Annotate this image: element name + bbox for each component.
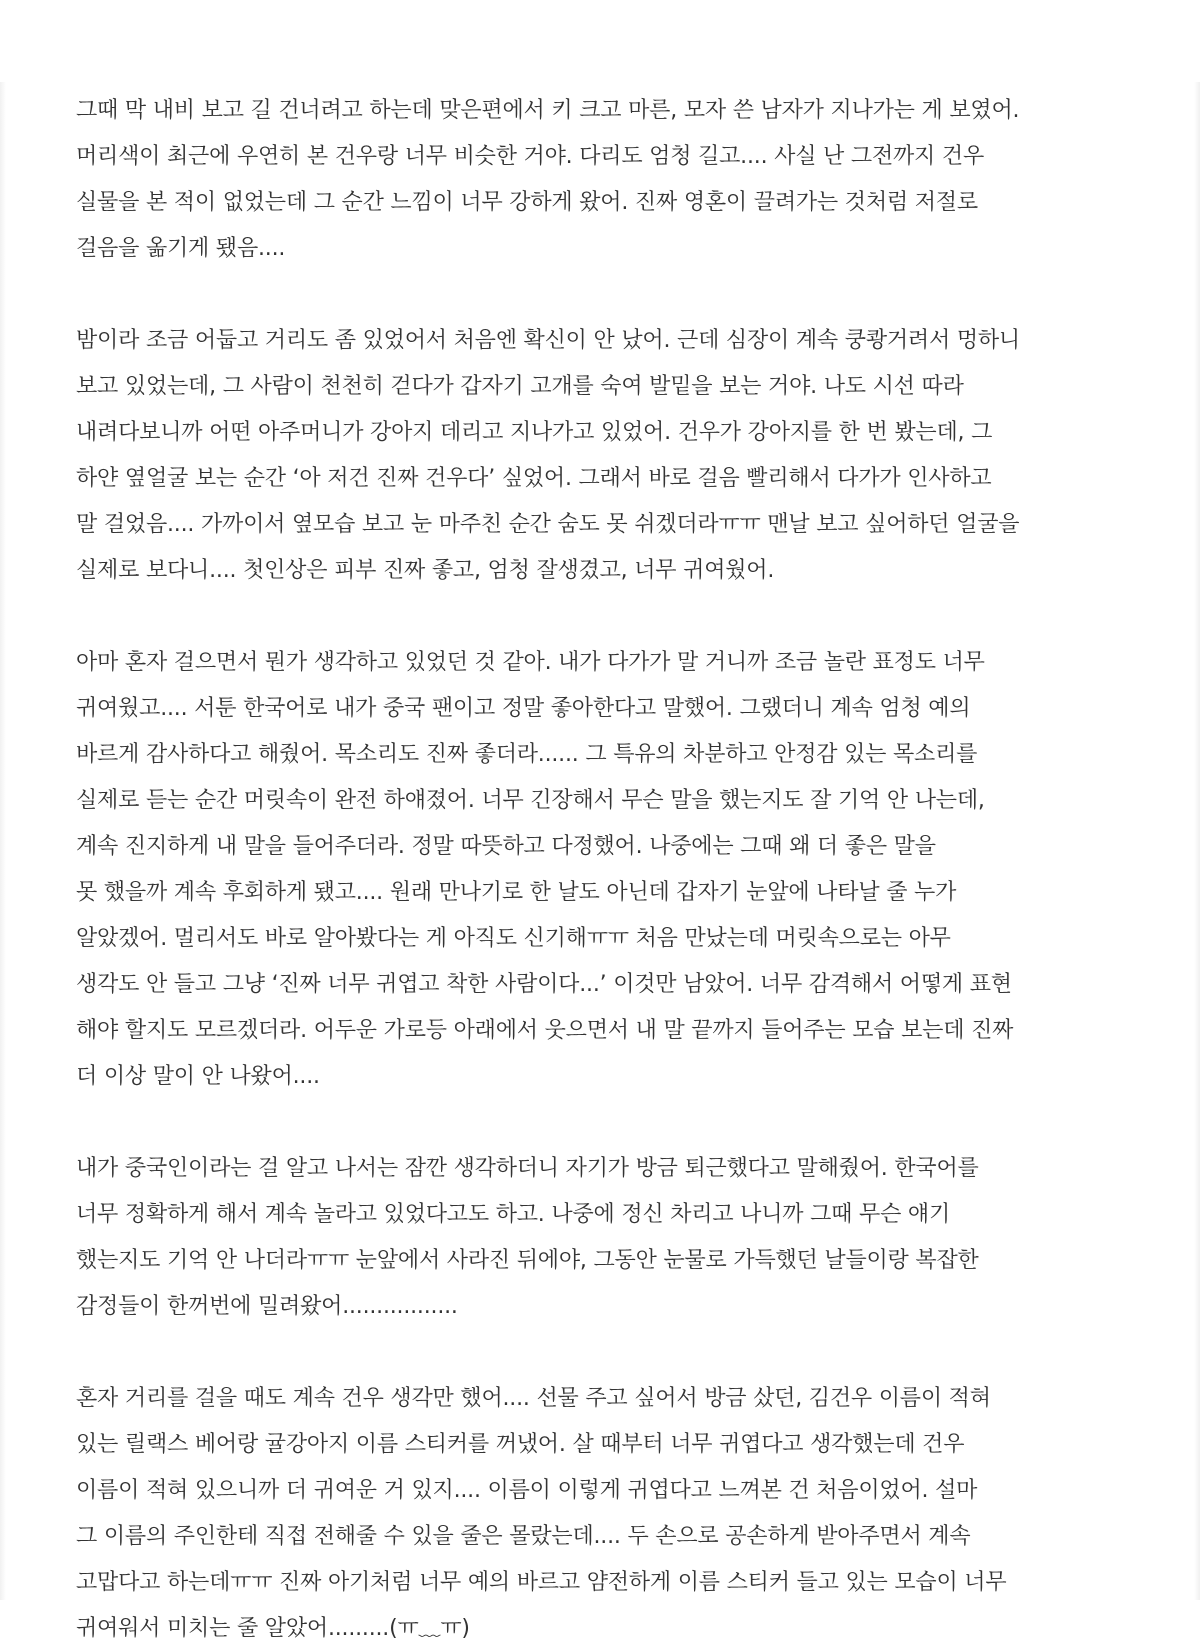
- text-line: 바르게 감사하다고 해줬어. 목소리도 진짜 좋더라...... 그 특유의 차분하고 안정감 있는 목소리를: [76, 742, 978, 767]
- paragraph-5: [76, 1376, 1126, 1652]
- text-line: 머리색이 최근에 우연히 본 건우랑 너무 비슷한 거야. 다리도 엄청 길고.... 사실 난 그전까지 건우: [76, 144, 984, 169]
- text-line: 보고 있었는데, 그 사람이 천천히 걷다가 갑자기 고개를 숙여 발밑을 보는 거야. 나도 시선 따라: [76, 374, 964, 399]
- text-line: 해야 할지도 모르겠더라. 어두운 가로등 아래에서 웃으면서 내 말 끝까지 들어주는 모습 보는데 진짜: [76, 1018, 1014, 1043]
- top-blank-area: [0, 0, 1200, 82]
- text-line: 그때 막 내비 보고 길 건너려고 하는데 맞은편에서 키 크고 마른, 모자 쓴 남자가 지나가는 게 보였어.: [76, 98, 1020, 123]
- text-line: 밤이라 조금 어둡고 거리도 좀 있었어서 처음엔 확신이 안 났어. 근데 심장이 계속 쿵쾅거려서 멍하니: [76, 328, 1020, 353]
- text-line: 실제로 듣는 순간 머릿속이 완전 하얘졌어. 너무 긴장해서 무슨 말을 했는지도 잘 기억 안 나는데,: [76, 788, 985, 813]
- paragraph-gap: [76, 1330, 1126, 1376]
- text-line: 내가 중국인이라는 걸 알고 나서는 잠깐 생각하더니 자기가 방금 퇴근했다고 말해줬어. 한국어를: [76, 1156, 979, 1181]
- paragraph-2: [76, 318, 1126, 594]
- text-line: 내려다보니까 어떤 아주머니가 강아지 데리고 지나가고 있었어. 건우가 강아지를 한 번 봤는데, 그: [76, 420, 993, 445]
- text-line: 고맙다고 하는데ㅠㅠ 진짜 아기처럼 너무 예의 바르고 얌전하게 이름 스티커 들고 있는 모습이 너무: [76, 1570, 1007, 1595]
- text-line: 너무 정확하게 해서 계속 놀라고 있었다고도 하고. 나중에 정신 차리고 나니까 그때 무슨 얘기: [76, 1202, 951, 1227]
- page-edge-right: [1194, 82, 1200, 1600]
- text-line: 알았겠어. 멀리서도 바로 알아봤다는 게 아직도 신기해ㅠㅠ 처음 만났는데 머릿속으로는 아무: [76, 926, 951, 951]
- paragraph-gap: [76, 594, 1126, 640]
- text-line: 하얀 옆얼굴 보는 순간 ‘아 저건 진짜 건우다’ 싶었어. 그래서 바로 걸음 빨리해서 다가가 인사하고: [76, 466, 992, 491]
- text-line: 그 이름의 주인한테 직접 전해줄 수 있을 줄은 몰랐는데.... 두 손으로 공손하게 받아주면서 계속: [76, 1524, 971, 1549]
- page-edge-left: [0, 82, 6, 1600]
- text-line: 아마 혼자 걸으면서 뭔가 생각하고 있었던 것 같아. 내가 다가가 말 거니까 조금 놀란 표정도 너무: [76, 650, 985, 675]
- paragraph-3: [76, 640, 1126, 1100]
- text-line: 혼자 거리를 걸을 때도 계속 건우 생각만 했어.... 선물 주고 싶어서 방금 샀던, 김건우 이름이 적혀: [76, 1386, 991, 1411]
- paragraph-1: [76, 88, 1126, 272]
- text-line: 실물을 본 적이 없었는데 그 순간 느낌이 너무 강하게 왔어. 진짜 영혼이 끌려가는 것처럼 저절로: [76, 190, 978, 215]
- paragraph-gap: [76, 272, 1126, 318]
- text-line: 걸음을 옮기게 됐음....: [76, 236, 286, 261]
- text-line: 귀여웠고.... 서툰 한국어로 내가 중국 팬이고 정말 좋아한다고 말했어. 그랬더니 계속 엄청 예의: [76, 696, 971, 721]
- text-line: 감정들이 한꺼번에 밀려왔어.................: [76, 1294, 458, 1319]
- paragraph-gap: [76, 1100, 1126, 1146]
- article-body: [76, 88, 1126, 1652]
- text-line: 했는지도 기억 안 나더라ㅠㅠ 눈앞에서 사라진 뒤에야, 그동안 눈물로 가득했던 날들이랑 복잡한: [76, 1248, 979, 1273]
- text-line: 있는 릴랙스 베어랑 귤강아지 이름 스티커를 꺼냈어. 살 때부터 너무 귀엽다고 생각했는데 건우: [76, 1432, 965, 1457]
- text-line: 계속 진지하게 내 말을 들어주더라. 정말 따뜻하고 다정했어. 나중에는 그때 왜 더 좋은 말을: [76, 834, 936, 859]
- text-line: 귀여워서 미치는 줄 알았어.........(ㅠ﹏ㅠ): [76, 1616, 470, 1641]
- text-line: 생각도 안 들고 그냥 ‘진짜 너무 귀엽고 착한 사람이다...’ 이것만 남았어. 너무 감격해서 어떻게 표현: [76, 972, 1012, 997]
- text-line: 말 걸었음.... 가까이서 옆모습 보고 눈 마주친 순간 숨도 못 쉬겠더라ㅠㅠ 맨날 보고 싶어하던 얼굴을: [76, 512, 1020, 537]
- text-line: 못 했을까 계속 후회하게 됐고.... 원래 만나기로 한 날도 아닌데 갑자기 눈앞에 나타날 줄 누가: [76, 880, 957, 905]
- paragraph-4: [76, 1146, 1126, 1330]
- text-line: 이름이 적혀 있으니까 더 귀여운 거 있지.... 이름이 이렇게 귀엽다고 느껴본 건 처음이었어. 설마: [76, 1478, 978, 1503]
- text-line: 더 이상 말이 안 나왔어....: [76, 1064, 320, 1089]
- text-line: 실제로 보다니.... 첫인상은 피부 진짜 좋고, 엄청 잘생겼고, 너무 귀여웠어.: [76, 558, 775, 583]
